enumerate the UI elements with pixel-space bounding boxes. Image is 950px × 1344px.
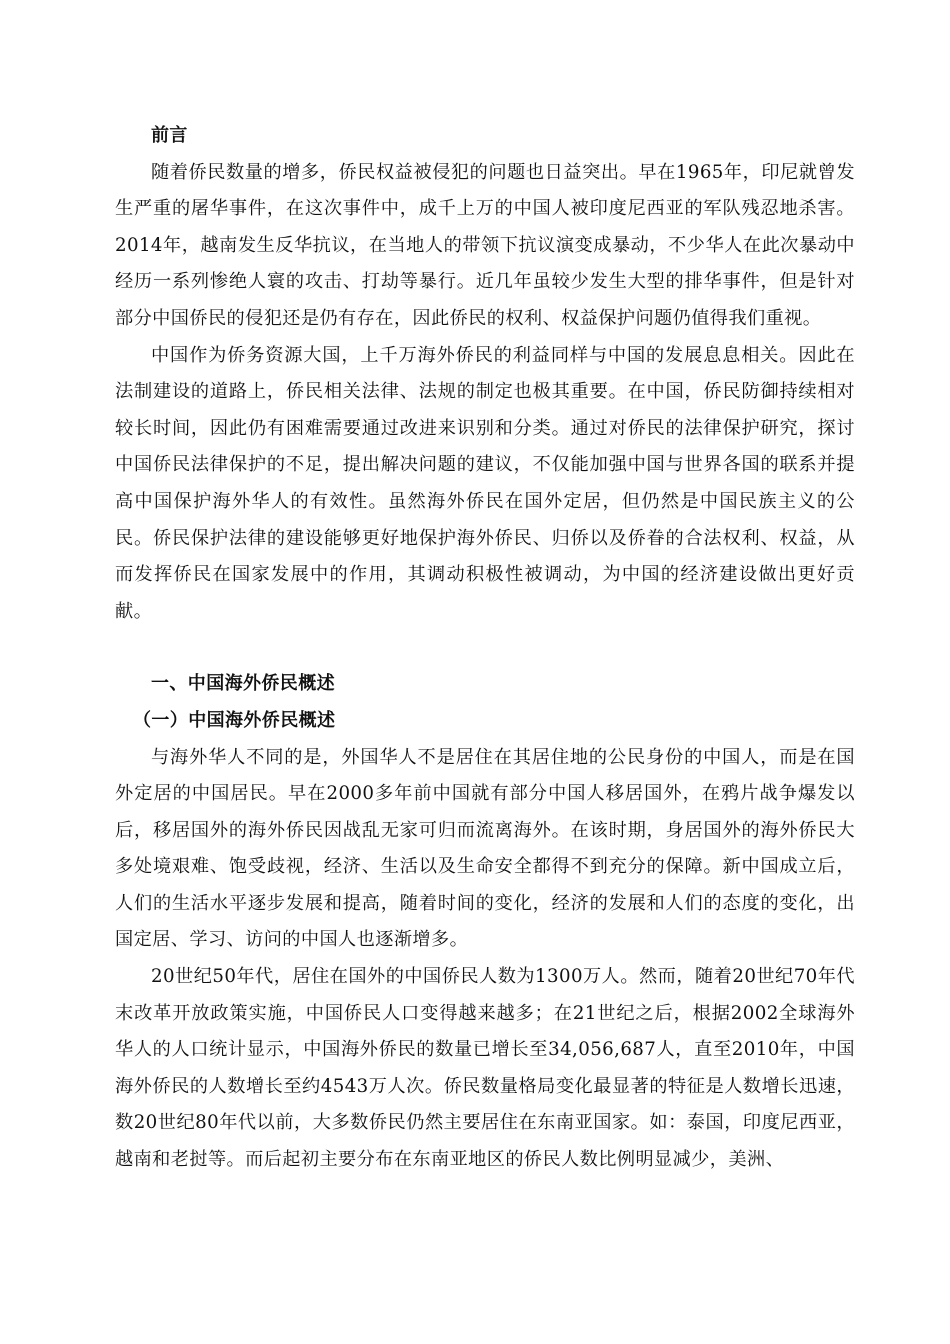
preface-paragraph-2: 中国作为侨务资源大国，上千万海外侨民的利益同样与中国的发展息息相关。因此在法制建设的道路上，侨民相关法律、法规的制定也极其重要。在中国，侨民防御持续相对较长时间，因此仍有困难需要通过改进来识别和分类。通过对侨民的法律保护研究，探讨中国侨民法律保护的不足，提出解决问题的建议，不仅能加强中国与世界各国的联系并提高中国保护海外华人的有效性。虽然海外侨民在国外定居，但仍然是中国民族主义的公民。侨民保护法律的建设能够更好地保护海外侨民、归侨以及侨眷的合法权利、权益，从而发挥侨民在国家发展中的作用，其调动积极性被调动，为中国的经济建设做出更好贡献。 bbox=[115, 344, 855, 622]
preface-heading: 前言 bbox=[151, 125, 188, 146]
section-1-paragraph-2: 20世纪50年代，居住在国外的中国侨民人数为1300万人。然而，随着20世纪70年代末改革开放政策实施，中国侨民人口变得越来越多；在21世纪之后，根据2002全球海外华人的人口统计显示，中国海外侨民的数量已增长至34,056,687人，直至2010年，中国海外侨民的人数增长至约4543万人次。侨民数量格局变化最显著的特征是人数增长迅速，数20世纪80年代以前，大多数侨民仍然主要居住在东南亚国家。如：泰国，印度尼西亚，越南和老挝等。而后起初主要分布在东南亚地区的侨民人数比例明显减少，美洲、 bbox=[115, 966, 855, 1171]
section-1-heading: 一、中国海外侨民概述 bbox=[151, 673, 335, 695]
section-1-subheading: （一）中国海外侨民概述 bbox=[133, 709, 336, 731]
section-spacer bbox=[115, 630, 855, 666]
preface-paragraph-1: 随着侨民数量的增多，侨民权益被侵犯的问题也日益突出。早在1965年，印尼就曾发生严重的屠华事件，在这次事件中，成千上万的中国人被印度尼西亚的军队残忍地杀害。2014年，越南发生反华抗议，在当地人的带领下抗议演变成暴动，不少华人在此次暴动中经历一系列惨绝人寰的攻击、打劫等暴行。近几年虽较少发生大型的排华事件，但是针对部分中国侨民的侵犯还是仍有存在，因此侨民的权利、权益保护问题仍值得我们重视。 bbox=[115, 161, 855, 329]
document-body bbox=[115, 118, 855, 1179]
section-1-paragraph-1: 与海外华人不同的是，外国华人不是居住在其居住地的公民身份的中国人，而是在国外定居的中国居民。早在2000多年前中国就有部分中国人移居国外，在鸦片战争爆发以后，移居国外的海外侨民因战乱无家可归而流离海外。在该时期，身居国外的海外侨民大多处境艰难、饱受歧视，经济、生活以及生命安全都得不到充分的保障。新中国成立后，人们的生活水平逐步发展和提高，随着时间的变化，经济的发展和人们的态度的变化，出国定居、学习、访问的中国人也逐渐增多。 bbox=[115, 746, 855, 951]
